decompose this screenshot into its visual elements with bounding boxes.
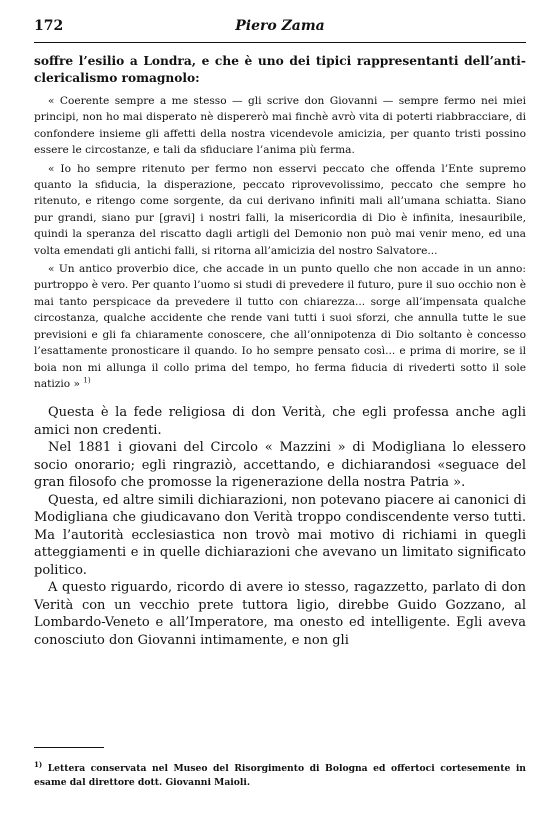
footnote-divider xyxy=(34,747,104,748)
footnote-reference: 1) xyxy=(83,376,91,385)
running-title: Piero Zama xyxy=(235,18,325,34)
quote-paragraph: « Coerente sempre a me stesso — gli scrive don Giovanni — sempre fermo nei miei principi, non ho mai disperato nè dispererò mai finchè avrò vita di poterti riabbracciare, di confondere insieme gli affetti della nostra vicendevole amicizia, per quanto tristi possino essere le circostanze, e tali da sfiduciare l’anima più ferma. xyxy=(34,95,526,157)
footnote xyxy=(34,762,526,790)
body-paragraph: A questo riguardo, ricordo di avere io stesso, ragazzetto, parlato di don Verità con un vecchio prete tuttora ligio, direbbe Guido Gozzano, al Lombardo-Veneto e all’Imperatore, ma onesto ed intelligente. Egli aveva conosciuto don Giovanni intimamente, e non gli xyxy=(34,580,526,648)
footnote-marker: 1) xyxy=(34,760,43,770)
quote-paragraph xyxy=(34,261,526,392)
page-number: 172 xyxy=(34,18,64,34)
page-header xyxy=(34,18,526,43)
footnote-text: Lettera conservata nel Museo del Risorgimento di Bologna ed offertoci cortesemente in esame dal direttore dott. Giovanni Maioli. xyxy=(34,763,526,789)
body-paragraph: Nel 1881 i giovani del Circolo « Mazzini » di Modigliana lo elessero socio onorario; egli ringraziò, accettando, e dichiarandosi «seguace del gran filosofo che promosse la rigenerazione della nostra Patria ». xyxy=(34,440,526,491)
body-paragraph: Questa, ed altre simili dichiarazioni, non potevano piacere ai canonici di Modigliana che giudicavano don Verità troppo condiscendente verso tutti. Ma l’autorità ecclesiastica non trovò mai motivo di richiami in quegli atteggiamenti e in quelle dichiarazioni che avevano un limitato significato politico. xyxy=(34,492,526,578)
quote-text: « Un antico proverbio dice, che accade in un punto quello che non accade in un anno: purtroppo è vero. Per quanto l’uomo si studi di prevedere il futuro, pure il suo occhio non è mai tanto perspicace da prevedere il tutto con chiarezza... sorge all’impensata qualche circostanza, qualche accidente che rende vani tutti i suoi sforzi, che annulla tutte le sue previsioni e gli fa chiaramente conoscere, che all’onnipotenza di Dio soltanto è concesso l’esattamente pronosticare il quando. Io ho sempre pensato così... e prima di morire, se il boia non mi allunga il collo prima del tempo, ho ferma fiducia di rivederti sotto il sole natizio » xyxy=(34,263,526,390)
quote-paragraph: « Io ho sempre ritenuto per fermo non esservi peccato che offenda l’Ente supremo quanto la sfiducia, la disperazione, peccato riprovevolissimo, peccato che sempre ho ritenuto, e ritengo come sorgente, da cui derivano infiniti mali all’umana schiatta. Siano pur grandi, siano pur [gravi] i nostri falli, la misericordia di Dio è infinita, inesauribile, quindi la speranza del riscatto dagli artigli del Demonio non può mai venir meno, ed una volta emendati gli antichi falli, si ritorna all’amicizia del nostro Salvatore... xyxy=(34,162,526,257)
body-paragraph: Questa è la fede religiosa di don Verità, che egli professa anche agli amici non credenti. xyxy=(34,405,526,438)
lead-paragraph: soffre l’esilio a Londra, e che è uno dei tipici rappresentanti dell’anti-clericalismo romagnolo: xyxy=(34,54,526,85)
